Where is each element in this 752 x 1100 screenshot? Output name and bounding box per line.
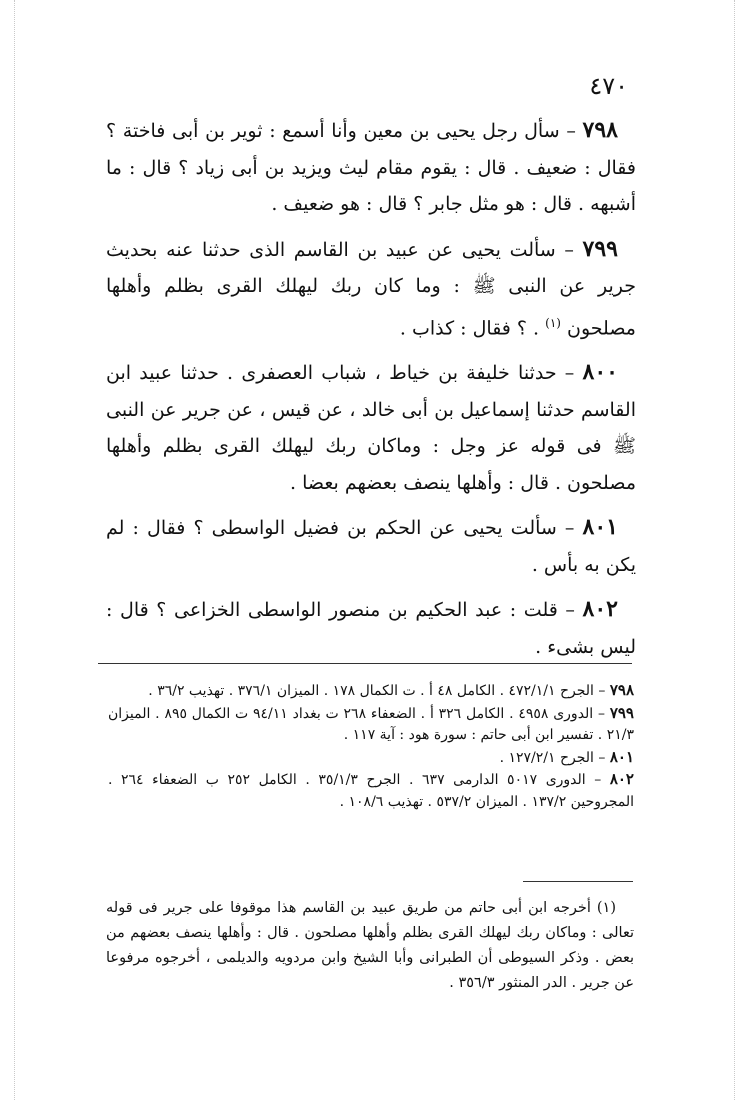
entry-text: – سألت يحيى عن عبيد بن القاسم الذى حدثنا عنه بحديث جرير عن النبى ﷺ : وما كان ربك ليهلك القرى بظلم وأهلها مصلحون <box>106 238 636 339</box>
footnote-ref[interactable]: (١) <box>545 315 561 330</box>
entry-text: – سأل رجل يحيى بن معين وأنا أسمع : ثوير بن أبى فاختة ؟ فقال : ضعيف . قال : يقوم مقام ليث ويزيد بن أبى زياد ؟ قال : ما أشبهه . قال : هو مثل جابر ؟ قال : هو ضعيف . <box>106 120 636 215</box>
entry-text: – سألت يحيى عن الحكم بن فضيل الواسطى ؟ فقال : لم يكن به بأس . <box>106 517 636 576</box>
main-text <box>106 112 636 673</box>
left-margin-guide <box>14 0 15 1100</box>
reference-text: – الدورى ٥٠١٧ الدارمى ٦٣٧ . الجرح ٣٥/١/٣ . الكامل ٢٥٢ ب الضعفاء ٢٦٤ . المجروحين ١٣٧/٢ . الميزان ٥٣٧/٢ . تهذيب ١٠٨/٦ . <box>108 772 634 810</box>
entry-text-end: . ؟ فقال : كذاب . <box>399 316 546 339</box>
entry-text: – قلت : عبد الحكيم بن منصور الواسطى الخزاعى ؟ قال : ليس بشىء . <box>106 599 636 658</box>
reference-799 <box>108 703 634 747</box>
footnote-1: (١) أخرجه ابن أبى حاتم من طريق عبيد بن القاسم هذا موقوفا على جرير فى قوله تعالى : وماكان ربك ليهلك القرى بظلم وأهلها مصلحون . قال : وأهلها ينصف بعضهم من بعض . وذكر السيوطى أن الطبرانى وأبا الشيخ وابن مردويه والديلمى ، أخرجوه مرفوعا عن جرير . الدر المنثور ٣٥٦/٣ . <box>106 900 634 991</box>
entry-number: ٧٩٩ <box>582 235 618 262</box>
reference-text: – الدورى ٤٩٥٨ . الكامل ٣٢٦ أ . الضعفاء ٢٦٨ ت بغداد ٩٤/١١ ت الكمال ٨٩٥ . الميزان ٢١/٣ . تفسير ابن أبى حاتم : سورة هود : آية ١١٧ . <box>108 705 634 743</box>
reference-number: ٨٠٢ <box>609 770 634 788</box>
references-divider <box>98 663 632 664</box>
footnotes-section <box>106 896 634 996</box>
footnote-divider <box>523 881 633 882</box>
reference-801 <box>108 747 634 770</box>
right-margin-guide <box>734 0 735 1100</box>
reference-text: – الجرح ٤٧٢/١/١ . الكامل ٤٨ أ . ت الكمال ١٧٨ . الميزان ٣٧٦/١ . تهذيب ٣٦/٢ . <box>148 683 610 699</box>
entry-799 <box>106 231 636 347</box>
entry-text: – حدثنا خليفة بن خياط ، شباب العصفرى . حدثنا عبيد ابن القاسم حدثنا إسماعيل بن أبى خالد ، عن قيس ، عن جرير عن النبى ﷺ فى قوله عز وجل : وماكان ربك ليهلك القرى بظلم وأهلها مصلحون . قال : وأهلها ينصف بعضهم بعضا . <box>106 362 636 494</box>
entry-801 <box>106 509 636 583</box>
entry-800 <box>106 354 636 501</box>
reference-number: ٨٠١ <box>609 747 634 766</box>
entry-802 <box>106 591 636 665</box>
reference-number: ٧٩٩ <box>609 703 634 722</box>
reference-798 <box>108 680 634 703</box>
entry-number: ٨٠٢ <box>582 596 618 623</box>
entry-number: ٨٠١ <box>582 514 618 541</box>
entry-number: ٧٩٨ <box>582 117 618 143</box>
page-number: ٤٧٠ <box>589 72 628 100</box>
references-section <box>108 680 634 813</box>
entry-798 <box>106 112 636 223</box>
entry-number: ٨٠٠ <box>582 359 618 386</box>
reference-text: – الجرح ١٢٧/٢/١ . <box>499 749 610 766</box>
reference-number: ٧٩٨ <box>609 681 634 699</box>
reference-802 <box>108 769 634 813</box>
